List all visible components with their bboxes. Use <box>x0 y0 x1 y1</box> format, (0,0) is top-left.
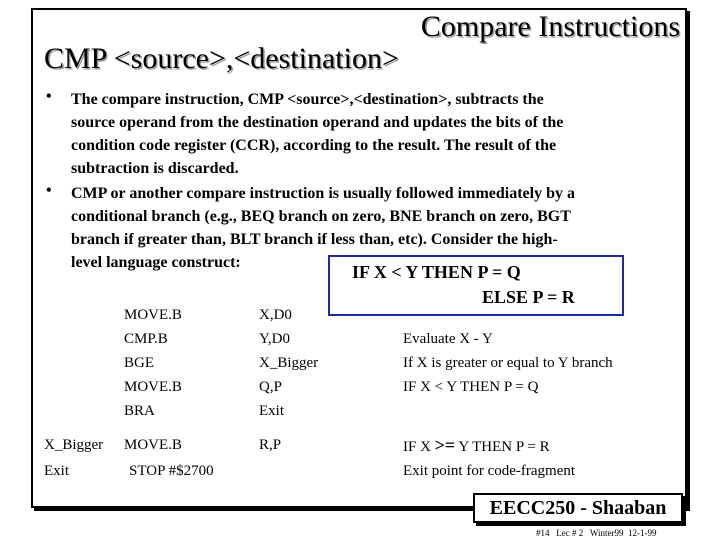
code-comment-xbigger <box>403 433 550 459</box>
code-opcode: MOVE.B <box>124 307 182 323</box>
bullet-1-marker: • <box>46 88 52 105</box>
bullet-1-line: The compare instruction, CMP <source>,<destination>, subtracts the <box>71 91 544 108</box>
code-operand: Y,D0 <box>259 331 290 347</box>
code-comment: IF X < Y THEN P = Q <box>403 379 539 395</box>
code-opcode: STOP #$2700 <box>129 463 214 479</box>
code-operand: X,D0 <box>259 307 292 323</box>
code-opcodes <box>124 303 182 423</box>
code-opcode: CMP.B <box>124 331 168 347</box>
bullet-1-line: source operand from the destination operand and updates the bits of the <box>71 114 564 131</box>
code-opcode: BRA <box>124 403 155 419</box>
code-opcode: BGE <box>124 355 154 371</box>
slide-footer: #14 Lec # 2 Winter99 12-1-99 <box>536 528 657 538</box>
construct-line-1: IF X < Y THEN P = Q <box>352 262 521 282</box>
course-badge: EECC250 - Shaaban <box>473 493 683 523</box>
code-label-xbigger: X_Bigger <box>44 437 104 453</box>
code-operand: X_Bigger <box>259 355 319 371</box>
code-label-exit: Exit <box>44 463 69 479</box>
code-comment-operator: >= <box>434 435 456 455</box>
bullet-1-line: subtraction is discarded. <box>71 160 239 177</box>
bullet-1 <box>71 88 563 180</box>
code-comment: Evaluate X - Y <box>403 331 493 347</box>
code-opcode: MOVE.B <box>124 379 182 395</box>
code-comment: If X is greater or equal to Y branch <box>403 355 613 371</box>
code-operand: R,P <box>259 437 282 453</box>
slide-title: Compare Instructions <box>420 10 680 43</box>
slide-subtitle: CMP <source>,<destination> <box>44 42 399 75</box>
construct-line-2: ELSE P = R <box>482 287 575 307</box>
code-operand: Exit <box>259 403 284 419</box>
code-comment: Exit point for code-fragment <box>403 463 576 479</box>
code-operand: Q,P <box>259 379 282 395</box>
bullet-2-line: CMP or another compare instruction is usually followed immediately by a <box>71 185 575 202</box>
bullet-1-line: condition code register (CCR), according to the result. The result of the <box>71 137 557 154</box>
bullet-2-line: conditional branch (e.g., BEQ branch on zero, BNE branch on zero, BGT <box>71 208 571 225</box>
code-comment-part: Y THEN P = R <box>458 439 550 455</box>
bullet-2-marker: • <box>46 182 52 199</box>
code-operands <box>259 303 318 423</box>
code-comments <box>403 327 613 399</box>
code-comment-part: IF X <box>403 439 431 455</box>
bullet-2-line: level language construct: <box>71 254 241 271</box>
code-opcode: MOVE.B <box>124 437 182 453</box>
bullet-2-line: branch if greater than, BLT branch if less than, etc). Consider the high- <box>71 231 558 248</box>
